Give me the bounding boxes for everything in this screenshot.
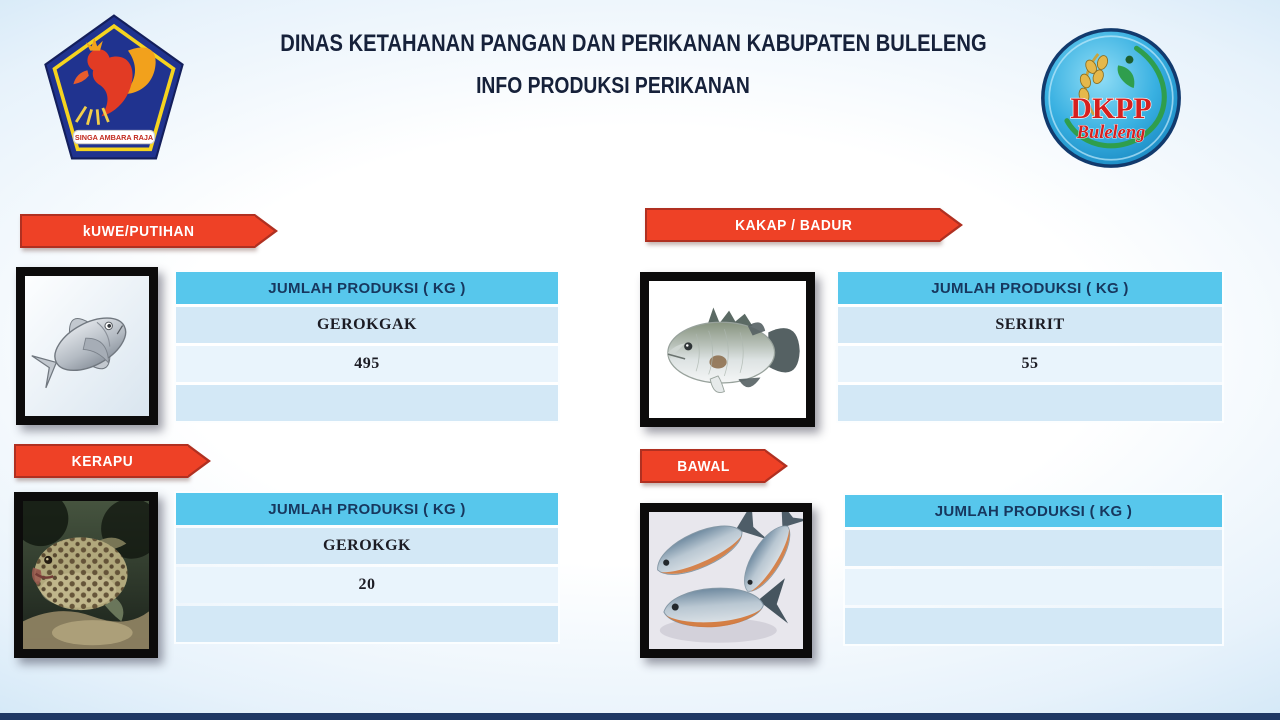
bawal-fish-photo [640, 503, 812, 658]
banner-kuwe-putihan-label: kUWE/PUTIHAN [82, 222, 195, 240]
banner-kuwe-putihan [20, 214, 255, 248]
page-title [213, 30, 1013, 99]
table-header-cell: JUMLAH PRODUKSI ( KG ) [845, 495, 1222, 527]
table-header-cell: JUMLAH PRODUKSI ( KG ) [176, 272, 558, 304]
table-header-cell: JUMLAH PRODUKSI ( KG ) [838, 272, 1222, 304]
kerapu-fish-image [23, 501, 149, 649]
table-row: GEROKGAK [176, 307, 558, 343]
title-line-2: INFO PRODUKSI PERIKANAN [476, 72, 750, 98]
banner-kakap-badur-label: KAKAP / BADUR [734, 216, 853, 234]
emblem-ribbon-text: SINGA AMBARA RAJA [74, 133, 154, 143]
banner-bawal-label: BAWAL [677, 457, 730, 475]
table-row [845, 569, 1222, 605]
kuwe-fish-image [25, 276, 149, 416]
title-line-1: DINAS KETAHANAN PANGAN DAN PERIKANAN KABUPATEN BULELENG [280, 30, 987, 57]
footer-accent-bar [0, 713, 1280, 720]
banner-kerapu [14, 444, 188, 478]
table-row: GEROKGK [176, 528, 558, 564]
table-header-cell: JUMLAH PRODUKSI ( KG ) [176, 493, 558, 525]
kakap-fish-image [649, 281, 806, 418]
table-row: 55 [838, 346, 1222, 382]
table-row: 20 [176, 567, 558, 603]
dkpp-logo-text: DKPP [1070, 91, 1152, 125]
banner-bawal [640, 449, 765, 483]
dkpp-circle-icon [1040, 22, 1182, 174]
kerapu-fish-photo [14, 492, 158, 658]
table-row: SERIRIT [838, 307, 1222, 343]
table-row [176, 606, 558, 642]
table-row [845, 608, 1222, 644]
buleleng-regency-emblem [44, 12, 184, 162]
kuwe-fish-photo [16, 267, 158, 425]
table-row [845, 530, 1222, 566]
bawal-fish-image [649, 512, 803, 649]
banner-kerapu-label: KERAPU [71, 452, 133, 470]
kerapu-production-table [176, 493, 558, 642]
kuwe-production-table [176, 272, 558, 421]
pentagon-emblem-icon [44, 12, 184, 162]
banner-kakap-badur [645, 208, 940, 242]
kakap-fish-photo [640, 272, 815, 427]
dkpp-logo-subtext: Buleleng [1076, 121, 1146, 142]
table-row: 495 [176, 346, 558, 382]
table-row [176, 385, 558, 421]
kakap-production-table [838, 272, 1222, 421]
dkpp-buleleng-logo [1040, 22, 1182, 174]
bawal-production-table [845, 495, 1222, 644]
table-row [838, 385, 1222, 421]
